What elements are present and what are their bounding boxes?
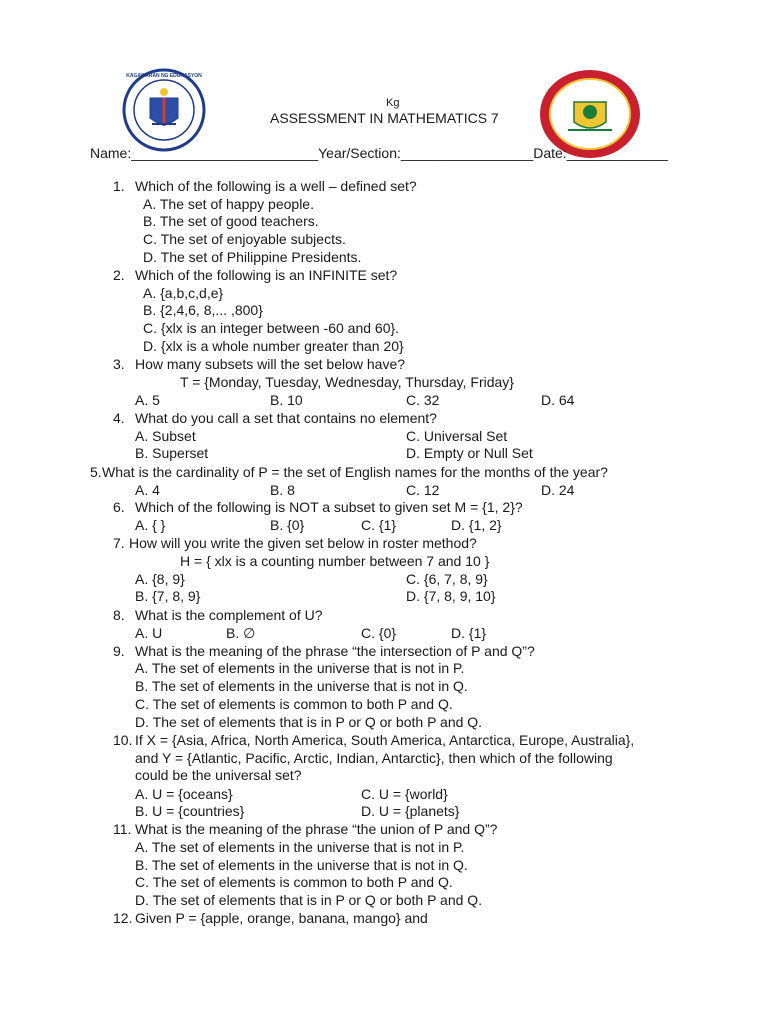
question-9-option-d: D. The set of elements that is in P or Q or both P and Q. (135, 714, 483, 730)
question-1-text: Which of the following is a well – defined set? (135, 178, 417, 194)
question-11-option-d: D. The set of elements that is in P or Q or both P and Q. (135, 892, 483, 908)
question-6-text: Which of the following is NOT a subset to given set M = {1, 2}? (135, 499, 523, 515)
question-3-option-b: B. 10 (270, 392, 303, 408)
question-8-number: 8. (113, 607, 125, 623)
question-8-option-a: A. U (135, 625, 163, 641)
question-3-option-a: A. 5 (135, 392, 160, 408)
question-2-option-d: D. {xlx is a whole number greater than 20} (143, 338, 404, 354)
question-5-option-d: D. 24 (541, 482, 575, 498)
question-6-option-c: C. {1} (361, 517, 397, 533)
seal-text: KAGAWARAN NG EDUKASYON (126, 73, 202, 79)
question-6-option-b: B. {0} (270, 517, 305, 533)
question-5-text: What is the cardinality of P = the set of English names for the months of the year? (102, 464, 608, 480)
question-3-text: How many subsets will the set below have? (135, 356, 406, 372)
question-11-text: What is the meaning of the phrase “the union of P and Q”? (135, 821, 498, 837)
question-7-text: How will you write the given set below in roster method? (129, 535, 477, 551)
question-11-number: 11. (113, 821, 132, 837)
question-10-option-d: D. U = {planets} (361, 803, 460, 819)
question-10-option-c: C. U = {world} (361, 786, 448, 802)
question-5-option-b: B. 8 (270, 482, 295, 498)
question-9-option-b: B. The set of elements in the universe that is not in Q. (135, 678, 468, 694)
question-10-option-b: B. U = {countries} (135, 803, 245, 819)
page-title: ASSESSMENT IN MATHEMATICS 7 (270, 110, 499, 126)
question-2-number: 2. (113, 267, 125, 283)
question-9-number: 9. (113, 643, 125, 659)
question-1-option-b: B. The set of good teachers. (143, 213, 319, 229)
question-1-number: 1. (113, 178, 125, 194)
question-7-option-c: C. {6, 7, 8, 9} (406, 571, 488, 587)
question-3-set: T = {Monday, Tuesday, Wednesday, Thursday, Friday} (180, 374, 514, 390)
question-3-option-d: D. 64 (541, 392, 575, 408)
question-7-option-b: B. {7, 8, 9} (135, 588, 201, 604)
question-10-text-line2: and Y = {Atlantic, Pacific, Arctic, Indian, Antarctic}, then which of the following (135, 750, 613, 766)
question-1-option-d: D. The set of Philippine Presidents. (143, 249, 362, 265)
question-2-option-b: B. {2,4,6, 8,... ,800} (143, 302, 263, 318)
question-7-option-a: A. {8, 9} (135, 571, 185, 587)
question-2-text: Which of the following is an INFINITE set? (135, 267, 398, 283)
question-10-text-line1: If X = {Asia, Africa, North America, South America, Antarctica, Europe, Australia}, (135, 732, 635, 748)
question-9-text: What is the meaning of the phrase “the intersection of P and Q”? (135, 643, 535, 659)
question-1-option-a: A. The set of happy people. (143, 196, 314, 212)
question-3-number: 3. (113, 356, 125, 372)
question-10-number: 10. (113, 732, 133, 748)
kg-mark: Kg (386, 97, 400, 109)
question-4-text: What do you call a set that contains no element? (135, 410, 437, 426)
question-8-option-c: C. {0} (361, 625, 397, 641)
question-12-text: Given P = {apple, orange, banana, mango} and (135, 910, 428, 926)
question-2-option-c: C. {xlx is an integer between -60 and 60}. (143, 320, 400, 336)
question-5-option-a: A. 4 (135, 482, 160, 498)
question-11-option-b: B. The set of elements in the universe that is not in Q. (135, 857, 468, 873)
question-4-option-c: C. Universal Set (406, 428, 508, 444)
question-6-option-d: D. {1, 2} (451, 517, 502, 533)
question-3-option-c: C. 32 (406, 392, 440, 408)
question-7-number: 7. (113, 535, 125, 551)
question-4-option-b: B. Superset (135, 445, 209, 461)
question-10-text-line3: could be the universal set? (135, 767, 302, 783)
question-4-number: 4. (113, 410, 125, 426)
question-7-set: H = { xlx is a counting number between 7 and 10 } (180, 553, 490, 569)
question-11-option-c: C. The set of elements is common to both P and Q. (135, 874, 453, 890)
question-5-option-c: C. 12 (406, 482, 440, 498)
question-8-option-d: D. {1} (451, 625, 487, 641)
question-6-number: 6. (113, 499, 125, 515)
question-6-option-a: A. { } (135, 517, 166, 533)
question-12-number: 12. (113, 910, 133, 926)
deped-seal-logo (122, 68, 206, 152)
question-4-option-d: D. Empty or Null Set (406, 445, 533, 461)
question-9-option-c: C. The set of elements is common to both P and Q. (135, 696, 453, 712)
question-8-text: What is the complement of U? (135, 607, 323, 623)
question-4-option-a: A. Subset (135, 428, 196, 444)
question-5-number: 5. (90, 464, 102, 480)
name-line: Name:________________________Year/Section:_________________Date:_____________ (90, 145, 668, 161)
question-11-option-a: A. The set of elements in the universe that is not in P. (135, 839, 465, 855)
question-8-option-b: B. ∅ (226, 625, 256, 641)
question-1-option-c: C. The set of enjoyable subjects. (143, 231, 346, 247)
question-10-option-a: A. U = {oceans} (135, 786, 233, 802)
question-2-option-a: A. {a,b,c,d,e} (143, 285, 224, 301)
question-7-option-d: D. {7, 8, 9, 10} (406, 588, 496, 604)
question-9-option-a: A. The set of elements in the universe that is not in P. (135, 660, 465, 676)
